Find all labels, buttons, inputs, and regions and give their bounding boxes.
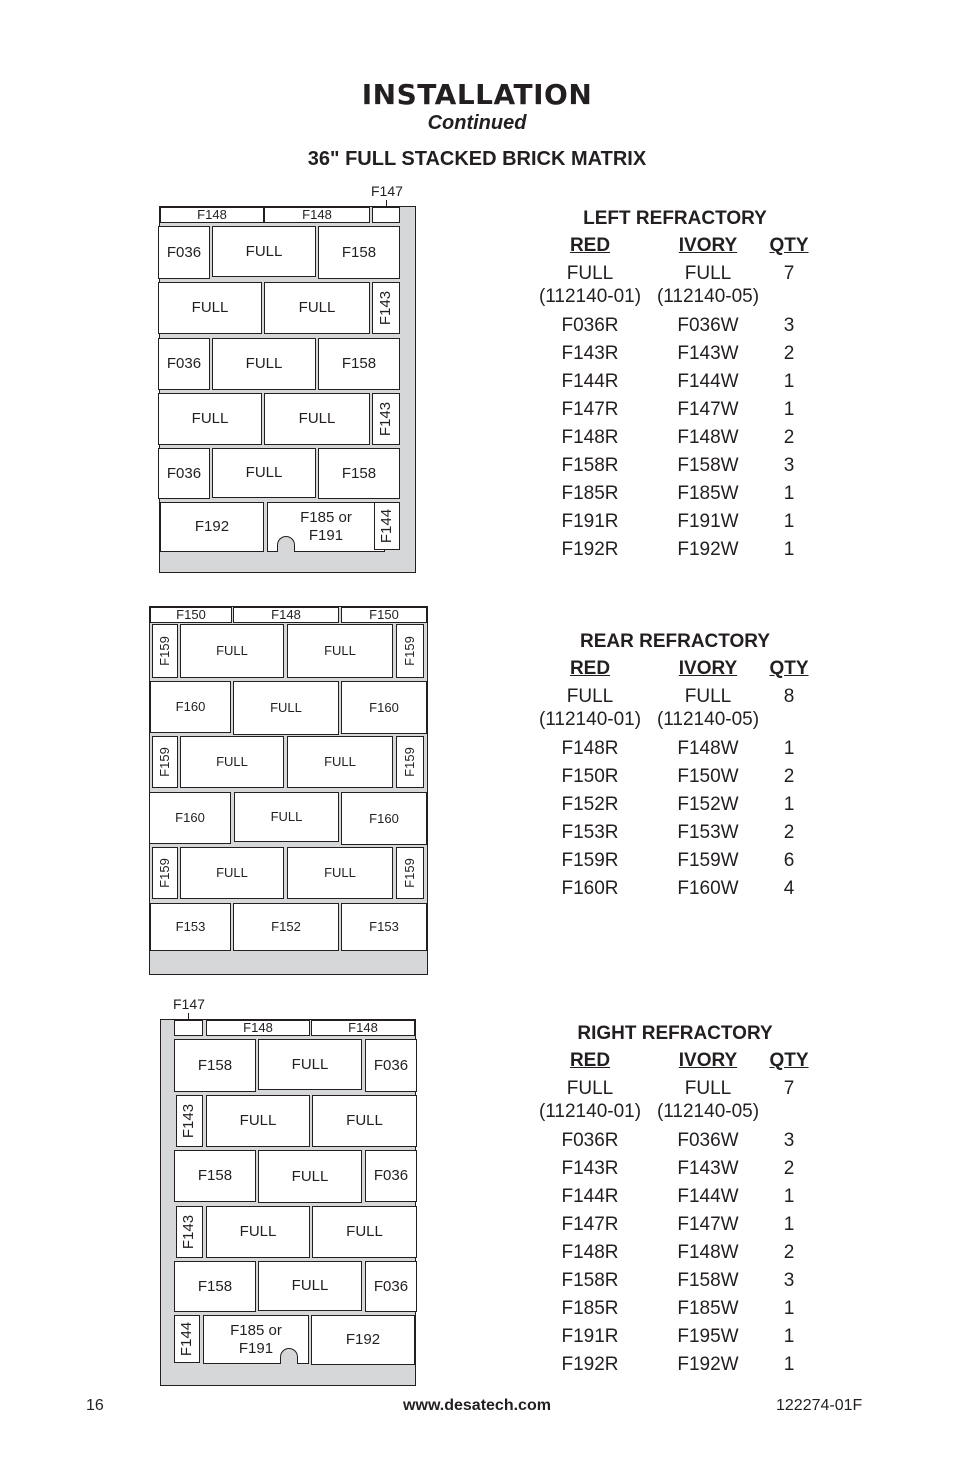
table-cell: F143W <box>677 1158 739 1179</box>
table-cell: F185W <box>677 483 739 504</box>
right-refractory-table <box>530 1021 820 1379</box>
table-cell: FULL (112140-05) <box>656 263 760 307</box>
brick: F158 <box>174 1039 256 1092</box>
table-row <box>530 763 820 791</box>
table-cell: 1 <box>783 794 795 815</box>
table-cell: F036W <box>677 1130 739 1151</box>
brick: F144 <box>374 502 400 550</box>
brick: FULL <box>180 847 284 899</box>
brick: F160 <box>341 681 427 734</box>
brick: FULL <box>312 1206 417 1258</box>
table-header-row <box>530 655 820 683</box>
table-cell: F191R <box>561 1326 619 1347</box>
table-row <box>530 1267 820 1295</box>
brick: F192 <box>160 502 264 552</box>
table-cell: 7 <box>783 263 795 284</box>
brick: F158 <box>318 338 400 390</box>
brick: F185 or F191 <box>267 502 385 552</box>
table-cell: F152R <box>561 794 619 815</box>
table-row <box>530 312 820 340</box>
brick: F158 <box>318 226 400 279</box>
table-cell: F147R <box>561 399 619 420</box>
table-cell: FULL (112140-05) <box>656 686 760 730</box>
brick: F144 <box>174 1315 200 1363</box>
brick: FULL <box>287 736 393 788</box>
table-cell: F148W <box>677 1242 739 1263</box>
table-cell: FULL (112140-05) <box>656 1078 760 1122</box>
table-cell: FULL (112140-01) <box>538 263 642 307</box>
table-row <box>530 260 820 312</box>
table-cell: F036R <box>561 1130 619 1151</box>
brick: F150 <box>341 607 427 623</box>
table-row <box>530 536 820 564</box>
brick: F036 <box>365 1261 417 1312</box>
brick: FULL <box>312 1095 417 1147</box>
brick: F158 <box>174 1150 256 1202</box>
table-row <box>530 791 820 819</box>
table-cell: F185R <box>561 1298 619 1319</box>
table-cell: 2 <box>783 427 795 448</box>
table-cell: 1 <box>783 1298 795 1319</box>
table-cell: F152W <box>677 794 739 815</box>
table-cell: F143W <box>677 343 739 364</box>
table-cell: 1 <box>783 1326 795 1347</box>
column-header: RED <box>569 235 611 256</box>
table-cell: 8 <box>783 686 795 707</box>
column-header: QTY <box>769 235 809 256</box>
table-row <box>530 1351 820 1379</box>
table-cell: F144W <box>677 1186 739 1207</box>
table-header-row <box>530 1047 820 1075</box>
page-number: 16 <box>86 1397 104 1414</box>
table-cell: F144R <box>561 371 619 392</box>
table-cell: F158W <box>677 455 739 476</box>
brick: F148 <box>311 1020 415 1036</box>
brick: FULL <box>212 338 316 390</box>
table-cell: 1 <box>783 1214 795 1235</box>
table-row <box>530 1239 820 1267</box>
brick: F036 <box>158 338 210 390</box>
brick: FULL <box>234 792 339 842</box>
table-cell: F192W <box>677 539 739 560</box>
table-cell: 3 <box>783 1130 795 1151</box>
brick: FULL <box>206 1095 310 1147</box>
brick: F160 <box>149 792 231 844</box>
table-row <box>530 508 820 536</box>
column-header: QTY <box>769 658 809 679</box>
table-row <box>530 340 820 368</box>
table-cell: F192R <box>561 539 619 560</box>
brick: F148 <box>264 207 370 223</box>
brick: FULL <box>158 282 262 334</box>
brick: F158 <box>318 448 400 499</box>
table-cell: 1 <box>783 738 795 759</box>
table-row <box>530 735 820 763</box>
brick: F148 <box>206 1020 310 1036</box>
brick: FULL <box>206 1206 310 1258</box>
brick: F036 <box>158 448 210 499</box>
brick: FULL <box>158 393 262 445</box>
table-row <box>530 847 820 875</box>
table-row <box>530 1183 820 1211</box>
table-cell: F158R <box>561 455 619 476</box>
rear-refractory-table <box>530 629 820 903</box>
document-number: 122274-01F <box>776 1397 863 1414</box>
table-cell: F185R <box>561 483 619 504</box>
table-cell: 3 <box>783 455 795 476</box>
brick: F143 <box>176 1095 203 1147</box>
table-header-row <box>530 232 820 260</box>
brick: F159 <box>152 847 178 899</box>
brick: F160 <box>341 792 427 845</box>
table-cell: F159W <box>677 850 739 871</box>
table-cell: F148R <box>561 427 619 448</box>
brick: F160 <box>150 681 231 733</box>
column-header: QTY <box>769 1050 809 1071</box>
table-cell: F191W <box>677 511 739 532</box>
table-cell: F153W <box>677 822 739 843</box>
brick: FULL <box>264 393 370 445</box>
table-title: REAR REFRACTORY <box>579 631 770 652</box>
column-header: RED <box>569 658 611 679</box>
brick: F143 <box>176 1206 203 1258</box>
table-row <box>530 1295 820 1323</box>
table-cell: 1 <box>783 511 795 532</box>
table-cell: 2 <box>783 822 795 843</box>
brick: F153 <box>341 903 427 951</box>
brick: FULL <box>287 847 393 899</box>
table-cell: F192W <box>677 1354 739 1375</box>
column-header: IVORY <box>678 1050 738 1071</box>
brick: FULL <box>180 624 284 678</box>
table-cell: 2 <box>783 766 795 787</box>
brick: F150 <box>150 607 232 623</box>
brick: FULL <box>264 282 370 334</box>
table-cell: F147W <box>677 399 739 420</box>
brick: FULL <box>212 226 316 277</box>
table-cell: 1 <box>783 539 795 560</box>
brick: F159 <box>396 736 424 788</box>
brick: F153 <box>150 903 231 951</box>
table-cell: F195W <box>677 1326 739 1347</box>
table-cell: F147R <box>561 1214 619 1235</box>
brick: FULL <box>258 1150 362 1203</box>
brick: F159 <box>152 736 178 788</box>
brick: FULL <box>212 448 316 498</box>
left-f147-label: F147 <box>371 183 403 199</box>
table-cell: F148R <box>561 1242 619 1263</box>
right-f147-label: F147 <box>173 996 205 1012</box>
table-cell: F147W <box>677 1214 739 1235</box>
brick: FULL <box>258 1261 362 1311</box>
brick <box>372 207 400 223</box>
table-title: LEFT REFRACTORY <box>583 208 767 229</box>
brick: F159 <box>396 847 424 899</box>
section-heading: 36" FULL STACKED BRICK MATRIX <box>307 148 647 170</box>
brick: F036 <box>158 226 210 279</box>
table-cell: 4 <box>783 878 795 899</box>
table-cell: 1 <box>783 399 795 420</box>
brick: F143 <box>372 393 400 445</box>
table-row <box>530 1323 820 1351</box>
table-cell: 3 <box>783 315 795 336</box>
table-cell: 1 <box>783 1354 795 1375</box>
table-cell: F143R <box>561 343 619 364</box>
brick: F148 <box>160 207 264 223</box>
table-cell: 1 <box>783 1186 795 1207</box>
brick: F159 <box>152 624 178 678</box>
table-row <box>530 819 820 847</box>
table-cell: F144R <box>561 1186 619 1207</box>
table-cell: 2 <box>783 1242 795 1263</box>
brick: F148 <box>233 607 339 623</box>
brick: FULL <box>287 624 393 678</box>
website-link[interactable]: www.desatech.com <box>403 1397 551 1414</box>
notch-shape <box>277 536 295 552</box>
table-cell: F159R <box>561 850 619 871</box>
table-cell: F158R <box>561 1270 619 1291</box>
table-cell: F160W <box>677 878 739 899</box>
brick: F143 <box>372 282 400 334</box>
table-cell: F148W <box>677 738 739 759</box>
table-row <box>530 452 820 480</box>
table-cell: F148R <box>561 738 619 759</box>
table-cell: F192R <box>561 1354 619 1375</box>
table-row <box>530 480 820 508</box>
brick: F152 <box>233 903 339 951</box>
brick: F159 <box>396 624 424 678</box>
table-cell: F143R <box>561 1158 619 1179</box>
brick: FULL <box>180 736 284 788</box>
table-cell: F150R <box>561 766 619 787</box>
table-cell: 2 <box>783 1158 795 1179</box>
page-subtitle: Continued <box>427 112 527 134</box>
table-cell: F036R <box>561 315 619 336</box>
table-cell: F150W <box>677 766 739 787</box>
table-cell: F153R <box>561 822 619 843</box>
table-row <box>530 1075 820 1127</box>
brick <box>174 1020 203 1036</box>
brick: FULL <box>233 681 339 735</box>
page-title: INSTALLATION <box>361 78 593 111</box>
table-cell: F185W <box>677 1298 739 1319</box>
table-row <box>530 1211 820 1239</box>
table-cell: 7 <box>783 1078 795 1099</box>
table-cell: 1 <box>783 371 795 392</box>
table-cell: F148W <box>677 427 739 448</box>
table-row <box>530 875 820 903</box>
table-cell: 1 <box>783 483 795 504</box>
table-cell: F191R <box>561 511 619 532</box>
table-row <box>530 396 820 424</box>
column-header: IVORY <box>678 235 738 256</box>
table-cell: FULL (112140-01) <box>538 686 642 730</box>
table-cell: F158W <box>677 1270 739 1291</box>
table-cell: 6 <box>783 850 795 871</box>
table-cell: 3 <box>783 1270 795 1291</box>
brick: F158 <box>174 1261 256 1312</box>
brick: F036 <box>365 1039 417 1092</box>
brick: F192 <box>311 1315 415 1365</box>
column-header: RED <box>569 1050 611 1071</box>
brick: F036 <box>365 1150 417 1202</box>
brick: F185 or F191 <box>203 1315 309 1364</box>
table-row <box>530 683 820 735</box>
table-cell: F036W <box>677 315 739 336</box>
table-cell: 2 <box>783 343 795 364</box>
table-title: RIGHT REFRACTORY <box>577 1023 773 1044</box>
left-refractory-table <box>530 206 820 564</box>
table-cell: F160R <box>561 878 619 899</box>
table-cell: FULL (112140-01) <box>538 1078 642 1122</box>
column-header: IVORY <box>678 658 738 679</box>
table-row <box>530 368 820 396</box>
table-row <box>530 424 820 452</box>
brick: FULL <box>258 1039 362 1090</box>
table-row <box>530 1155 820 1183</box>
table-cell: F144W <box>677 371 739 392</box>
notch-shape <box>280 1348 298 1364</box>
table-row <box>530 1127 820 1155</box>
